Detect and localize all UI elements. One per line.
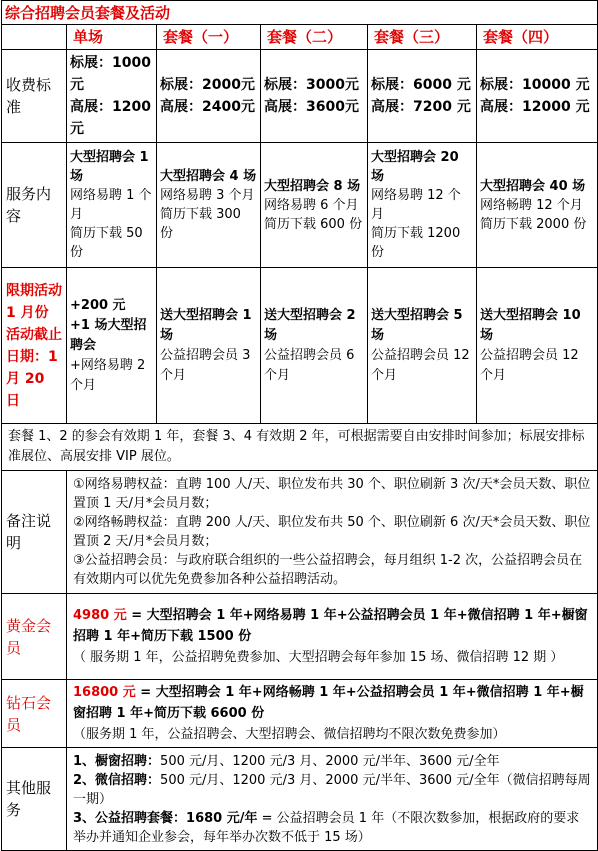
remark-item: ②网络畅聘权益：直聘 200 人/天、职位发布共 50 个、职位刷新 6 次/天*会员天数、职位置顶 2 天/月*会员月数； xyxy=(73,515,591,549)
service-cell: 大型招聘会 20 场 网络易聘 12 个月 简历下载 1200 份 xyxy=(368,143,477,268)
membership-table xyxy=(1,0,598,851)
diamond-note: （服务期 1 年，公益招聘会、大型招聘会、微信招聘均不限次数免费参加） xyxy=(73,727,506,742)
service-label: 服务内容 xyxy=(2,143,67,268)
promo-cell: 送大型招聘会 2 场 公益招聘会员 6 个月 xyxy=(261,268,368,424)
header-single: 单场 xyxy=(67,25,157,50)
promo-cell: 送大型招聘会 10 场 公益招聘会员 12 个月 xyxy=(477,268,598,424)
remark-item: ①网络易聘权益：直聘 100 人/天、职位发布共 30 个、职位刷新 3 次/天*会员天数、职位置顶 1 天/月*会员月数； xyxy=(73,477,591,511)
diamond-items: = 大型招聘会 1 年+网络畅聘 1 年+公益招聘会员 1 年+微信招聘 1 年+橱窗招聘 1 年+简历下载 6600 份 xyxy=(73,685,584,721)
fee-cell: 标展：1000元 高展：1200元 xyxy=(67,50,157,143)
fee-label: 收费标准 xyxy=(2,50,67,143)
other-label: 其他服务 xyxy=(2,748,67,851)
diamond-label: 钻石会员 xyxy=(2,680,67,748)
fee-cell: 标展：2000元 高展：2400元 xyxy=(157,50,261,143)
diamond-content xyxy=(67,680,598,748)
remark-item: ③公益招聘会员：与政府联合组织的一些公益招聘会，每月组织 1-2 次，公益招聘会员在有效期内可以优先免费参加各种公益招聘活动。 xyxy=(73,553,583,587)
gold-label: 黄金会员 xyxy=(2,594,67,680)
fee-cell: 标展：10000 元 高展：12000 元 xyxy=(477,50,598,143)
fee-cell: 标展：6000 元 高展：7200 元 xyxy=(368,50,477,143)
gold-note: （ 服务期 1 年，公益招聘免费参加、大型招聘会每年参加 15 场、微信招聘 12 期 ） xyxy=(73,650,564,665)
fee-row xyxy=(2,50,598,143)
promo-row xyxy=(2,268,598,424)
page-title: 综合招聘会员套餐及活动 xyxy=(2,1,598,25)
service-cell: 大型招聘会 1 场 网络易聘 1 个月 简历下载 50 份 xyxy=(67,143,157,268)
gold-row xyxy=(2,594,598,680)
remarks-label: 备注说明 xyxy=(2,471,67,594)
gold-content xyxy=(67,594,598,680)
validity-note: 套餐 1、2 的参会有效期 1 年，套餐 3、4 有效期 2 年，可根据需要自由安排时间参加；标展安排标准展位、高展安排 VIP 展位。 xyxy=(2,424,598,471)
service-cell: 大型招聘会 4 场 网络易聘 3 个月 简历下载 300 份 xyxy=(157,143,261,268)
header-pkg-3: 套餐（三） xyxy=(368,25,477,50)
promo-cell: 送大型招聘会 5 场 公益招聘会员 12 个月 xyxy=(368,268,477,424)
fee-cell: 标展：3000元 高展：3600元 xyxy=(261,50,368,143)
remarks-content xyxy=(67,471,598,594)
remarks-row xyxy=(2,471,598,594)
diamond-price: 16800 元 xyxy=(73,685,136,700)
service-cell: 大型招聘会 40 场 网络畅聘 12 个月 简历下载 2000 份 xyxy=(477,143,598,268)
header-pkg-1: 套餐（一） xyxy=(157,25,261,50)
header-row xyxy=(2,25,598,50)
promo-cell: +200 元 +1 场大型招聘会 +网络易聘 2 个月 xyxy=(67,268,157,424)
header-empty xyxy=(2,25,67,50)
header-pkg-4: 套餐（四） xyxy=(477,25,598,50)
promo-label: 限期活动 1 月份活动截止日期：1 月 20 日 xyxy=(2,268,67,424)
service-row xyxy=(2,143,598,268)
service-cell: 大型招聘会 8 场 网络易聘 6 个月 简历下载 600 份 xyxy=(261,143,368,268)
other-content: 1、橱窗招聘：500 元/月、1200 元/3 月、2000 元/半年、3600 元/全年 2、微信招聘：500 元/月、1200 元/3 月、2000 元/半年、3600 元/全年（微信招聘每周一期） 3、公益招聘套餐：1680 元/年 = 公益招聘会员 1 年（不限次数参加，根据政府的要求举办并通知企业参会，每年举办次数不低于 15 场） xyxy=(67,748,598,851)
gold-items: = 大型招聘会 1 年+网络易聘 1 年+公益招聘会员 1 年+微信招聘 1 年+橱窗招聘 1 年+简历下载 1500 份 xyxy=(73,608,588,644)
promo-cell: 送大型招聘会 1 场 公益招聘会员 3 个月 xyxy=(157,268,261,424)
diamond-row xyxy=(2,680,598,748)
header-pkg-2: 套餐（二） xyxy=(261,25,368,50)
gold-price: 4980 元 xyxy=(73,608,127,623)
validity-row xyxy=(2,424,598,471)
other-row xyxy=(2,748,598,851)
